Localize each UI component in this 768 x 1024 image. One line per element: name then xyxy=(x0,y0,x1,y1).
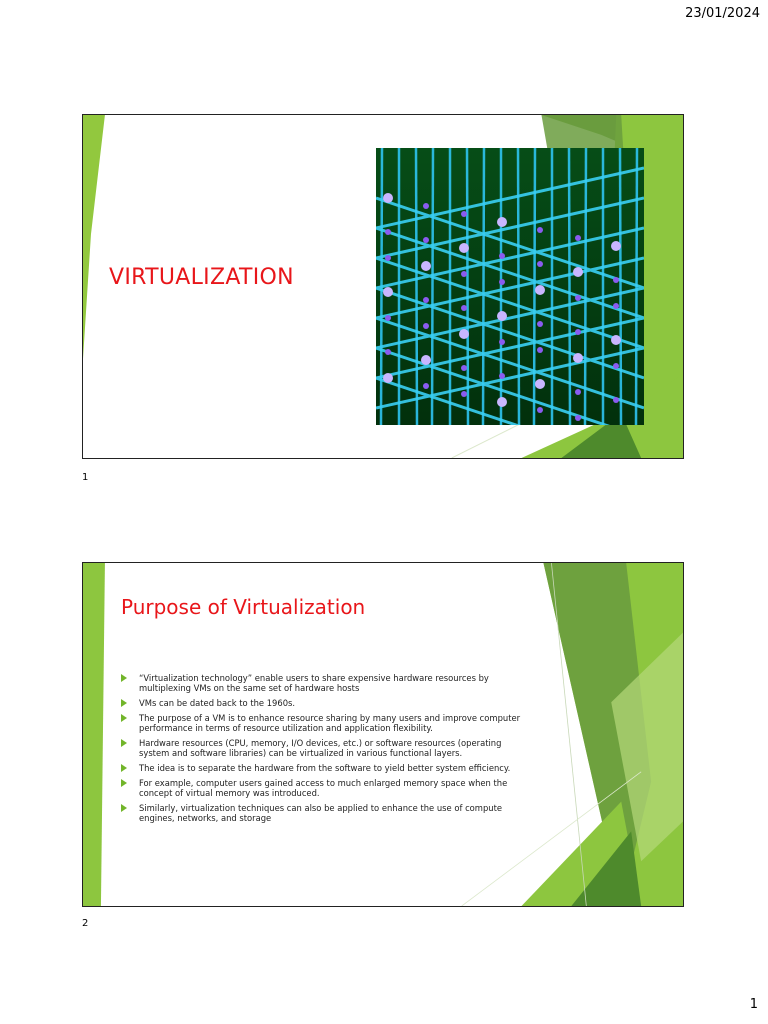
bullet-item: “Virtualization technology” enable users to share expensive hardware resources by multiplexing VMs on the same set of hardware hosts xyxy=(121,673,521,693)
lattice-node xyxy=(423,383,429,389)
lattice-line xyxy=(585,148,586,425)
bullet-item: For example, computer users gained access to much enlarged memory space when the concept of virtual memory was introduced. xyxy=(121,778,521,798)
lattice-node xyxy=(575,235,581,241)
lattice-node xyxy=(385,229,391,235)
lattice-node xyxy=(461,305,467,311)
lattice-node xyxy=(573,353,583,363)
lattice-node xyxy=(423,297,429,303)
lattice-node xyxy=(537,407,543,413)
lattice-node xyxy=(575,389,581,395)
lattice-node xyxy=(499,373,505,379)
lattice-node xyxy=(575,329,581,335)
lattice-node xyxy=(575,415,581,421)
lattice-node xyxy=(421,261,431,271)
triangle-bullet-icon xyxy=(121,804,127,812)
lattice-node xyxy=(537,347,543,353)
lattice-node xyxy=(613,397,619,403)
lattice-node xyxy=(497,311,507,321)
lattice-node xyxy=(611,241,621,251)
slide-1-title: VIRTUALIZATION xyxy=(109,265,294,290)
lattice-line xyxy=(620,148,621,425)
page-number: 1 xyxy=(749,997,758,1012)
slide-2-title: Purpose of Virtualization xyxy=(121,595,366,619)
bullet-item: VMs can be dated back to the 1960s. xyxy=(121,698,521,708)
grid-lattice-image xyxy=(376,148,644,425)
triangle-bullet-icon xyxy=(121,764,127,772)
lattice-node xyxy=(461,211,467,217)
lattice-node xyxy=(421,355,431,365)
lattice-node xyxy=(613,277,619,283)
lattice-node xyxy=(385,349,391,355)
triangle-bullet-icon xyxy=(121,714,127,722)
lattice-line xyxy=(432,148,433,425)
triangle-bullet-icon xyxy=(121,699,127,707)
lattice-node xyxy=(535,285,545,295)
lattice-line xyxy=(534,148,535,425)
lattice-node xyxy=(423,237,429,243)
lattice-node xyxy=(613,363,619,369)
triangle-bullet-icon xyxy=(121,779,127,787)
lattice-node xyxy=(537,227,543,233)
lattice-node xyxy=(383,373,393,383)
lattice-line xyxy=(467,148,468,425)
lattice-node xyxy=(385,255,391,261)
lattice-node xyxy=(459,329,469,339)
triangle-bullet-icon xyxy=(121,739,127,747)
lattice-node xyxy=(499,253,505,259)
lattice-node xyxy=(499,279,505,285)
slide-2-number: 2 xyxy=(82,918,89,929)
bullet-item: The purpose of a VM is to enhance resource sharing by many users and improve computer performance in terms of resource utilization and application flexibility. xyxy=(121,713,521,733)
print-date: 23/01/2024 xyxy=(685,6,760,21)
lattice-node xyxy=(537,261,543,267)
lattice-node xyxy=(613,303,619,309)
bullet-list xyxy=(121,673,521,828)
lattice-node xyxy=(461,271,467,277)
lattice-node xyxy=(573,267,583,277)
lattice-node xyxy=(461,365,467,371)
slide-2 xyxy=(82,562,684,907)
bullet-item: Similarly, virtualization techniques can also be applied to enhance the use of compute engines, networks, and storage xyxy=(121,803,521,823)
lattice-node xyxy=(499,339,505,345)
slide-1 xyxy=(82,114,684,459)
lattice-node xyxy=(537,321,543,327)
bullet-item: The idea is to separate the hardware from the software to yield better system efficiency. xyxy=(121,763,521,773)
lattice-node xyxy=(535,379,545,389)
lattice-node xyxy=(461,391,467,397)
bullet-item: Hardware resources (CPU, memory, I/O devices, etc.) or software resources (operating system and software libraries) can be virtualized in various functional layers. xyxy=(121,738,521,758)
lattice-node xyxy=(497,217,507,227)
lattice-node xyxy=(383,287,393,297)
lattice-node xyxy=(383,193,393,203)
lattice-node xyxy=(497,397,507,407)
lattice-node xyxy=(423,323,429,329)
triangle-bullet-icon xyxy=(121,674,127,682)
lattice-node xyxy=(459,243,469,253)
slide-1-number: 1 xyxy=(82,472,89,483)
lattice-line xyxy=(416,148,417,425)
lattice-node xyxy=(385,315,391,321)
lattice-node xyxy=(423,203,429,209)
lattice-node xyxy=(575,295,581,301)
lattice-node xyxy=(611,335,621,345)
